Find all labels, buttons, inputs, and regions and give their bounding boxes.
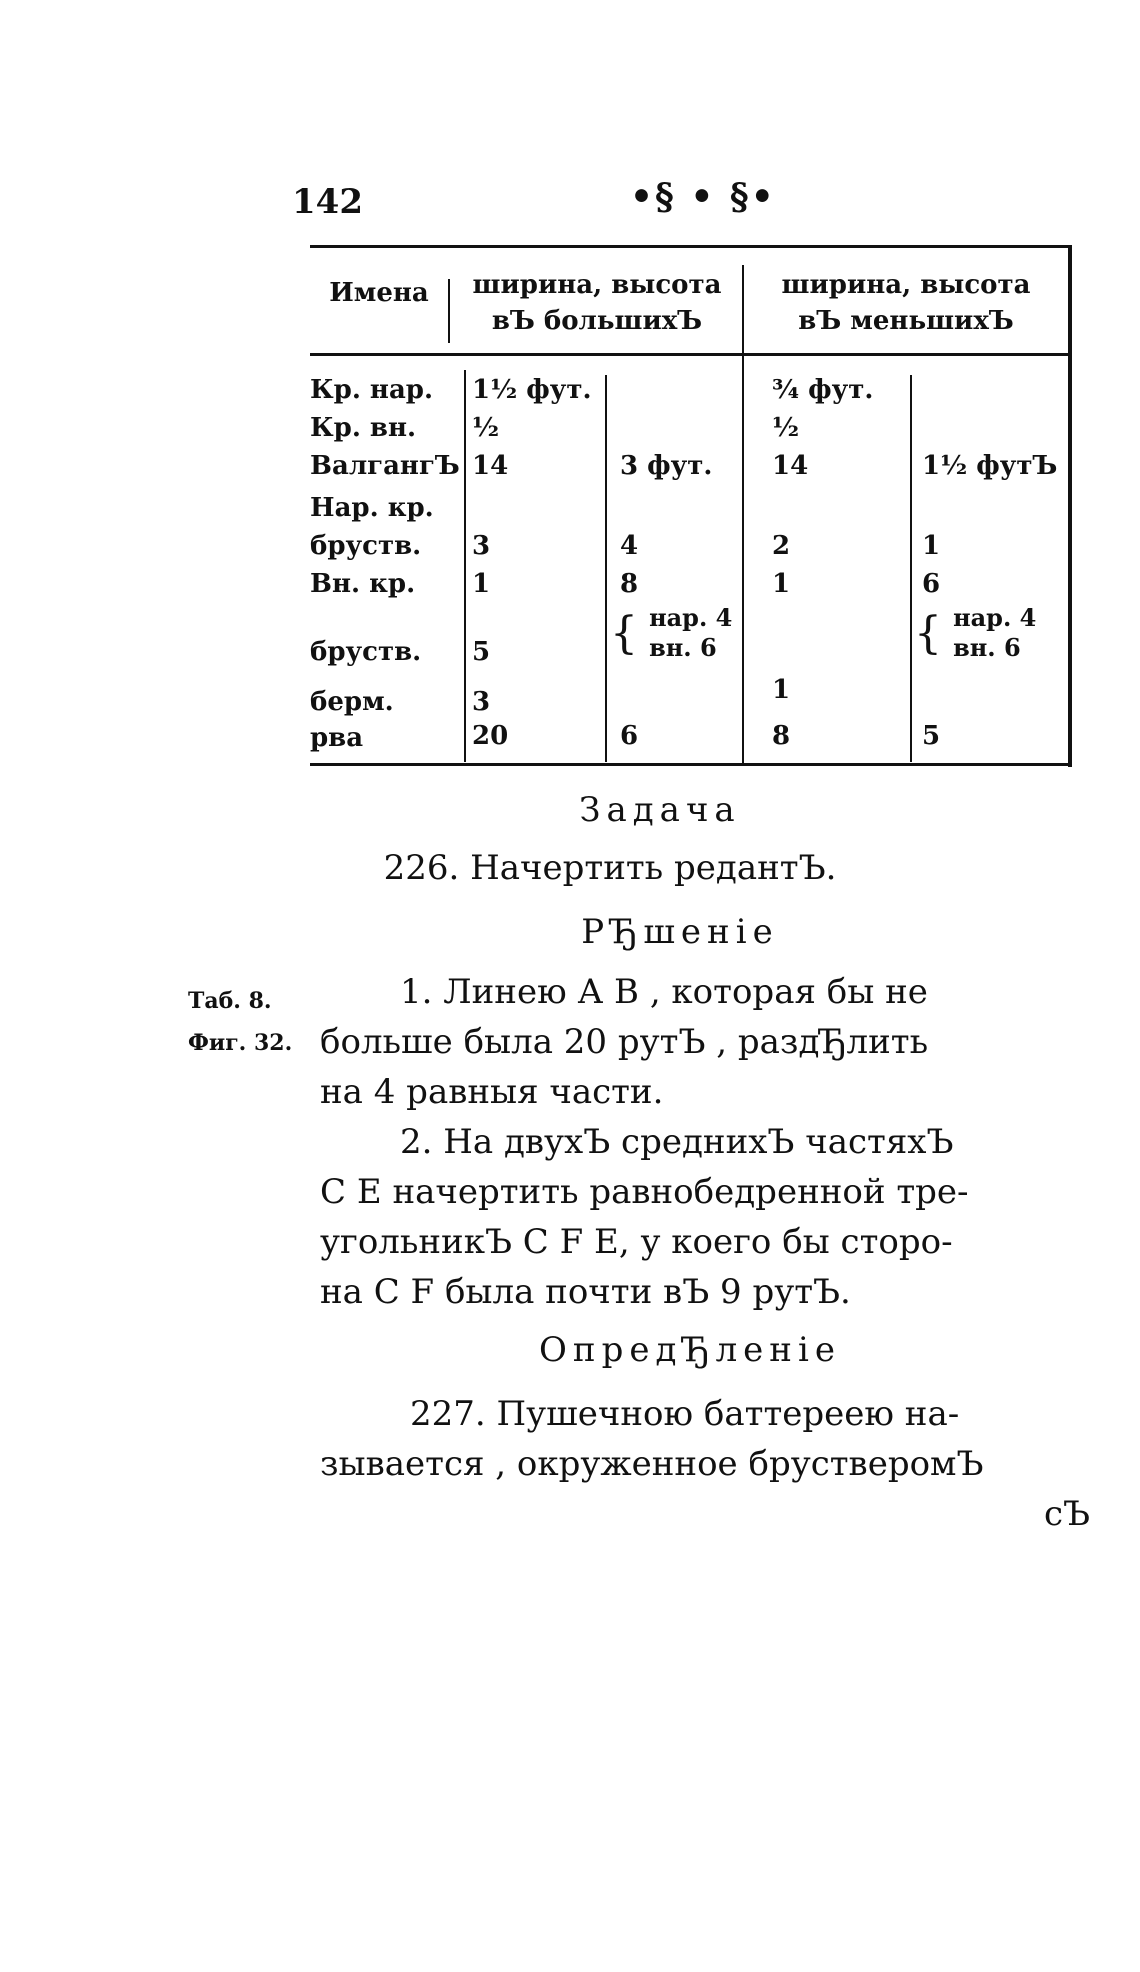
- page-number: 142: [292, 182, 363, 222]
- row-name: бруств.: [310, 637, 422, 667]
- cell-large-height: 8: [620, 569, 639, 599]
- cell-large-width: 1½ фут.: [472, 375, 592, 405]
- cell-large-width: 3: [472, 531, 491, 561]
- column-divider-4: [910, 375, 912, 762]
- header-small-line2: вЪ меньшихЪ: [798, 306, 1014, 336]
- row-name: бруств.: [310, 531, 422, 561]
- cell-large-width: 1: [472, 569, 491, 599]
- cell-large-width: ½: [472, 413, 500, 443]
- cell-large-height: 6: [620, 721, 639, 751]
- cell-small-height: 6: [922, 569, 941, 599]
- header-names: Имена: [329, 278, 429, 308]
- task-statement: 226. Начертить редантЪ.: [383, 848, 837, 888]
- cell-large-height-split: [610, 603, 732, 663]
- header-small: [746, 267, 1066, 339]
- header-large-line2: вЪ большихЪ: [491, 306, 703, 336]
- cell-small-width: 1: [772, 675, 791, 705]
- solution-heading: РЂшенiе: [581, 912, 779, 952]
- definition-heading: ОпредЂленiе: [539, 1330, 841, 1370]
- row-name: Вн. кр.: [310, 569, 416, 599]
- header-small-line1: ширина, высота: [781, 270, 1031, 300]
- para-3-line-2: зывается , окруженное бруствeромЪ: [320, 1444, 984, 1484]
- table-top-border: [310, 245, 1070, 248]
- row-name: Нар. кр.: [310, 493, 434, 523]
- cell-large-width: 5: [472, 637, 491, 667]
- row-name: ВалгангЪ: [310, 451, 460, 481]
- para-3-line-1: 227. Пушечною баттереею на-: [410, 1394, 960, 1434]
- cell-small-height: 5: [922, 721, 941, 751]
- cell-small-width: 8: [772, 721, 791, 751]
- cell-small-height-split: [914, 603, 1036, 663]
- para-2-line-2: С Е начертить равнобедренной тре-: [320, 1172, 969, 1212]
- cell-large-height: 3 фут.: [620, 451, 713, 481]
- cell-small-height: 1: [922, 531, 941, 561]
- para-1-line-1: 1. Линею А В , которая бы не: [400, 972, 928, 1012]
- row-name: Кр. нар.: [310, 375, 434, 405]
- para-1-line-2: больше была 20 рутЪ , раздЂлить: [320, 1022, 929, 1062]
- para-2-line-4: на С F была почти вЪ 9 рутЪ.: [320, 1272, 851, 1312]
- margin-plate: Таб. 8.: [188, 988, 272, 1014]
- cell-small-width: 2: [772, 531, 791, 561]
- header-large-line1: ширина, высота: [472, 270, 722, 300]
- cell-small-height-outer: нар. 4: [953, 603, 1037, 632]
- table-header-rule: [310, 353, 1070, 356]
- brace-icon: {: [914, 607, 942, 659]
- cell-large-width: 20: [472, 721, 509, 751]
- para-1-line-3: на 4 равныя части.: [320, 1072, 664, 1112]
- row-name: Кр. вн.: [310, 413, 417, 443]
- cell-large-height-inner: вн. 6: [649, 633, 717, 662]
- margin-figure: Фиг. 32.: [188, 1030, 293, 1056]
- cell-large-height-outer: нар. 4: [649, 603, 733, 632]
- cell-large-width: 14: [472, 451, 509, 481]
- para-2-line-1: 2. На двухЪ среднихЪ частяхЪ: [400, 1122, 954, 1162]
- header-divider-2: [742, 265, 744, 355]
- row-name: берм.: [310, 687, 394, 717]
- column-divider-3: [742, 355, 744, 763]
- cell-small-height: 1½ футЪ: [922, 451, 1058, 481]
- header-large: [452, 267, 742, 339]
- header-ornament: •§ • §•: [630, 176, 776, 218]
- cell-small-width: ½: [772, 413, 800, 443]
- cell-small-width: 14: [772, 451, 809, 481]
- brace-icon: {: [610, 607, 638, 659]
- column-divider-2: [605, 375, 607, 762]
- table-bottom-border: [310, 763, 1070, 766]
- catchword: сЪ: [1043, 1494, 1090, 1534]
- header-divider-1: [448, 279, 450, 343]
- cell-large-width: 3: [472, 687, 491, 717]
- cell-small-width: 1: [772, 569, 791, 599]
- cell-large-height: 4: [620, 531, 639, 561]
- row-name: рва: [310, 723, 364, 753]
- table-right-border: [1068, 245, 1072, 767]
- dimensions-table: [310, 245, 1080, 767]
- cell-small-height-inner: вн. 6: [953, 633, 1021, 662]
- para-2-line-3: угольникЪ С F Е, у коего бы сторо-: [320, 1222, 953, 1262]
- task-heading: Задача: [579, 790, 741, 830]
- column-divider-1: [464, 370, 466, 762]
- cell-small-width: ¾ фут.: [772, 375, 874, 405]
